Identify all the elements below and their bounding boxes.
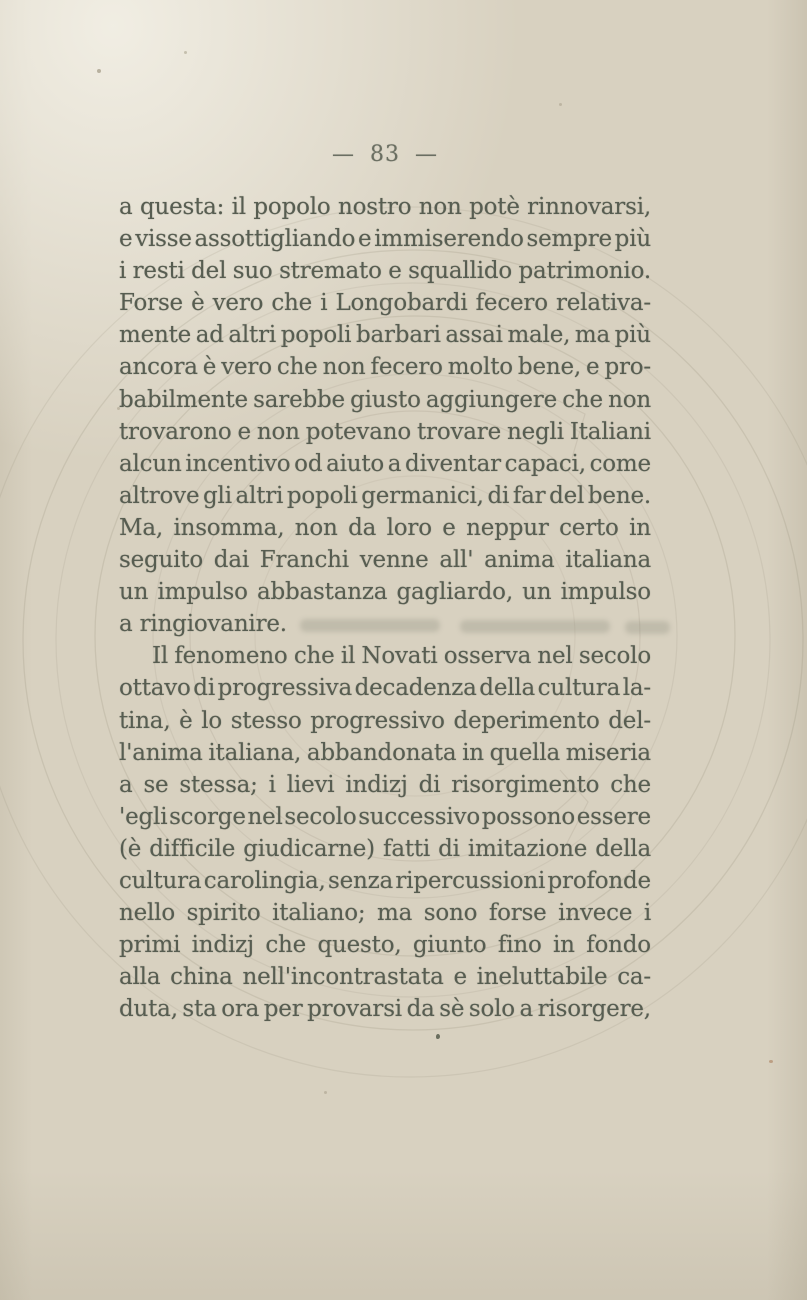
text-line: un impulso abbastanza gagliardo, un impulso xyxy=(119,579,651,606)
text-line: ottavo di progressiva decadenza della cultura la- xyxy=(119,675,651,702)
paper-speck xyxy=(324,1091,327,1094)
text-line: Il fenomeno che il Novati osserva nel secolo xyxy=(152,643,651,670)
text-line: cultura carolingia, senza ripercussioni profonde xyxy=(119,867,651,894)
text-line: Ma, insomma, non da loro e neppur certo in xyxy=(119,514,651,541)
text-line: a se stessa; i lievi indizj di risorgimento che xyxy=(119,771,651,798)
text-line: e visse assottigliando e immiserendo sempre più xyxy=(119,226,651,253)
stray-ink-dot xyxy=(436,1034,440,1039)
paper-speck xyxy=(184,51,187,54)
paragraph xyxy=(119,191,651,640)
page-number: — 83 — xyxy=(332,142,438,167)
text-line: nello spirito italiano; ma sono forse invece i xyxy=(119,900,651,927)
text-line: i resti del suo stremato e squallido patrimonio. xyxy=(119,258,651,285)
text-line: duta, sta ora per provarsi da sè solo a risorgere, xyxy=(119,996,651,1023)
text-line: babilmente sarebbe giusto aggiungere che non xyxy=(119,386,651,413)
text-line: a questa: il popolo nostro non potè rinnovarsi, xyxy=(119,194,651,220)
text-line: l'anima italiana, abbandonata in quella miseria xyxy=(119,739,651,766)
text-line: mente ad altri popoli barbari assai male, ma più xyxy=(119,322,651,349)
text-line: 'egli scorge nel secolo successivo possono essere xyxy=(119,803,651,830)
text-line: alcun incentivo od aiuto a diventar capaci, come xyxy=(119,450,651,477)
text-line: (è difficile giudicarne) fatti di imitazione della xyxy=(119,835,651,862)
text-line: seguito dai Franchi venne all' anima italiana xyxy=(119,547,651,574)
text-line: Forse è vero che i Longobardi fecero relativa- xyxy=(119,290,651,317)
paper-speck xyxy=(97,69,101,73)
text-line: a ringiovanire. xyxy=(119,611,287,638)
text-line: primi indizj che questo, giunto fino in fondo xyxy=(119,932,651,959)
text-line: tina, è lo stesso progressivo deperimento del- xyxy=(119,707,651,734)
text-line: altrove gli altri popoli germanici, di far del bene. xyxy=(119,482,651,509)
paper-speck xyxy=(559,103,562,106)
paragraph xyxy=(119,640,651,1025)
text-line: trovarono e non potevano trovare negli Italiani xyxy=(119,418,651,445)
paper-speck xyxy=(769,1060,773,1063)
text-line: alla china nell'incontrastata e ineluttabile ca- xyxy=(119,964,651,991)
text-block xyxy=(119,191,651,1025)
text-line: ancora è vero che non fecero molto bene, e pro- xyxy=(119,354,651,381)
